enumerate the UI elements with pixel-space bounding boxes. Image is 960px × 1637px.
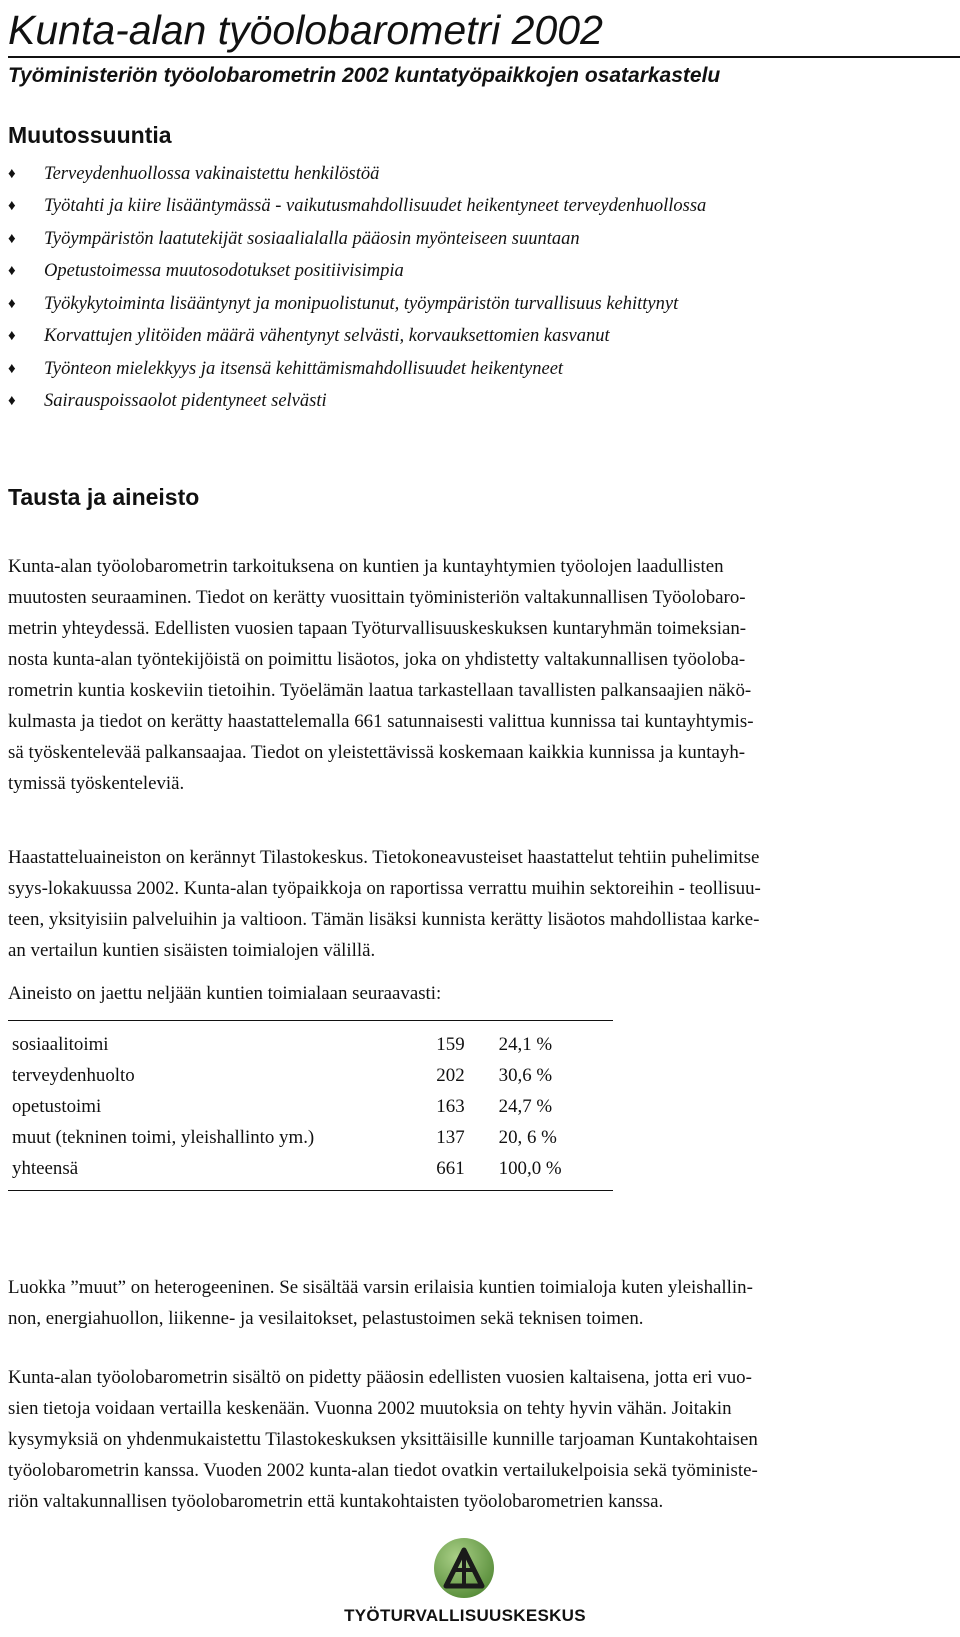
background-paragraph-4: Luokka ”muut” on heterogeeninen. Se sisältää varsin erilaisia kuntien toimialoja kuten yleishallin- non, energiahuollon, liikenne- ja vesilaitokset, pelastustoimen sekä teknisen toimen. (8, 1277, 753, 1329)
table-row: terveydenhuolto 202 30,6 % (12, 1064, 553, 1086)
list-item: ♦ Opetustoimessa muutosodotukset positiivisimpia (8, 261, 404, 282)
sector-table (8, 1020, 613, 1191)
background-paragraph-1: Kunta-alan työolobarometrin tarkoituksena on kuntien ja kuntayhtymien työolojen laadullisten muutosten seuraaminen. Tiedot on kerätty vuosittain työministeriön valtakunnallisen Työolobaro- metrin yhteydessä. Edellisten vuosien tapaan Työturvallisuuskeskuksen kuntaryhmän toimeksian- nosta kunta-alan työntekijöistä on poimittu lisäotos, joka on yhdistetty valtakunnallisen työoloba- rometrin kuntia koskeviin tietoihin. Työelämän laatua tarkastellaan tavallisten palkansaajien näkö- kulmasta ja tiedot on kerätty haastattelemalla 661 satunnaisesti valittua kunnissa tai kuntayhtymis- sä työskentelevää palkansaajaa. Tiedot on yleistettävissä koskemaan kaikkia kunnissa ja kuntayh- tymissä työskenteleviä. (8, 556, 754, 794)
table-bottom-rule (8, 1190, 613, 1191)
diamond-bullet-icon: ♦ (8, 165, 16, 182)
trends-heading: Muutossuuntia (8, 122, 172, 148)
list-item: ♦ Terveydenhuollossa vakinaistettu henkilöstöä (8, 163, 380, 184)
trends-list (8, 158, 706, 418)
background-heading: Tausta ja aineisto (8, 484, 200, 510)
table-row: muut (tekninen toimi, yleishallinto ym.) 137 20, 6 % (12, 1126, 557, 1148)
diamond-bullet-icon: ♦ (8, 295, 16, 312)
diamond-bullet-icon: ♦ (8, 263, 16, 280)
list-item: ♦ Sairauspoissaolot pidentyneet selvästi (8, 391, 327, 412)
table-row: opetustoimi 163 24,7 % (12, 1095, 553, 1117)
tyoturvallisuuskeskus-logo-icon (432, 1536, 496, 1600)
list-item: ♦ Työkykytoiminta lisääntynyt ja monipuolistunut, työympäristön turvallisuus kehittynyt (8, 293, 679, 314)
list-item: ♦ Työnteon mielekkyys ja itsensä kehittämismahdollisuudet heikentyneet (8, 358, 564, 379)
table-row: sosiaalitoimi 159 24,1 % (12, 1033, 553, 1055)
list-item: ♦ Työtahti ja kiire lisääntymässä - vaikutusmahdollisuudet heikentyneet terveydenhuollossa (8, 196, 707, 217)
diamond-bullet-icon: ♦ (8, 360, 16, 377)
background-paragraph-5: Kunta-alan työolobarometrin sisältö on pidetty pääosin edellisten vuosien kaltaisena, jotta eri vuo- sien tietoja voidaan vertailla keskenään. Vuonna 2002 muutoksia on tehty hyvin vähän. Joitakin kysymyksiä on yhdenmukaistettu Tilastokeskuksen yksittäisille kunnille tarjoaman Kuntakohtaisen työolobarometrin kanssa. Vuoden 2002 kunta-alan tiedot ovatkin vertailukelpoisia sekä työministe- riön valtakunnallisen työolobarometrin että kuntakohtaisten työolobarometrien kanssa. (8, 1367, 758, 1512)
table-row: yhteensä 661 100,0 % (12, 1157, 562, 1179)
document-subtitle: Työministeriön työolobarometrin 2002 kuntatyöpaikkojen osatarkastelu (8, 64, 721, 87)
diamond-bullet-icon: ♦ (8, 198, 16, 215)
list-item: ♦ Työympäristön laatutekijät sosiaalialalla pääosin myönteiseen suuntaan (8, 228, 580, 249)
background-paragraph-2: Haastatteluaineiston on kerännyt Tilastokeskus. Tietokoneavusteiset haastattelut tehtiin puhelimitse syys-lokakuussa 2002. Kunta-alan työpaikkoja on raportissa verrattu muihin sektoreihin - teollisuu- teen, yksityisiin palveluihin ja valtioon. Tämän lisäksi kunnista kerätty lisäotos mahdollistaa karke- an vertailun kuntien sisäisten toimialojen välillä. (8, 847, 761, 961)
diamond-bullet-icon: ♦ (8, 230, 16, 247)
list-item: ♦ Korvattujen ylitöiden määrä vähentynyt selvästi, korvauksettomien kasvanut (8, 326, 610, 347)
background-paragraph-3: Aineisto on jaettu neljään kuntien toimialaan seuraavasti: (8, 983, 442, 1004)
document-title: Kunta-alan työolobarometri 2002 (8, 7, 603, 53)
diamond-bullet-icon: ♦ (8, 393, 16, 410)
organization-name: TYÖTURVALLISUUSKESKUS (344, 1606, 586, 1625)
title-rule (8, 56, 960, 58)
diamond-bullet-icon: ♦ (8, 328, 16, 345)
